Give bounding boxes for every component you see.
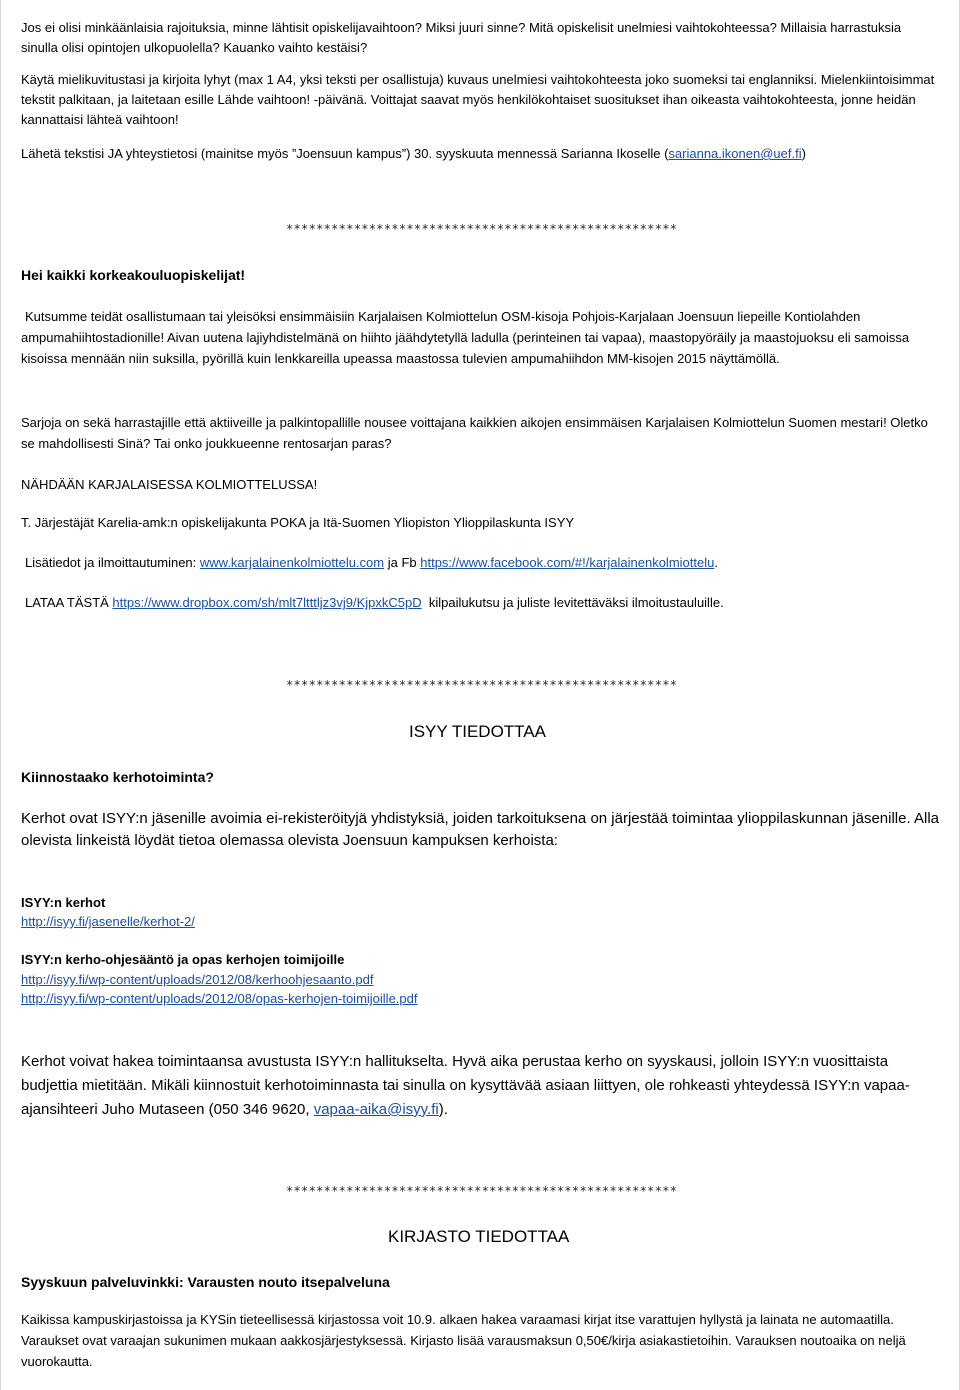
- isyy-rules-link[interactable]: http://isyy.fi/wp-content/uploads/2012/08/kerhoohjesaanto.pdf: [21, 972, 374, 987]
- exchange-instructions-text: Käytä mielikuvitustasi ja kirjoita lyhyt (max 1 A4, yksi teksti per osallistuja) kuvaus unelmiesi vaihtokohteesta joko suomeksi tai englanniksi. Mielenkiintoisimmat tekstit palkitaan, ja laitetaan esille Lähde vaihtoon! -päivänä. Voittajat saavat myös henkilökohtaiset suositukset ihan oikeasta vaihtokohteesta, jonne heidän kannattaisi lähteä vaihtoon!: [21, 72, 935, 127]
- isyy-subheading: Kiinnostaako kerhotoiminta?: [21, 769, 214, 785]
- isyy-funding-pre: Kerhot voivat hakea toimintaansa avustusta ISYY:n hallitukselta. Hyvä aika perustaa kerho on syyskausi, jolloin ISYY:n vuosittaista budjettia mietitään. Mikäli kiinnostuit kerhotoiminnasta tai sinulla on kysyttävää asiaan liittyen, ole rohkeasti yhteydessä ISYY:n vapaa-ajansihteeri Juho Mutaseen (050 346 9620,: [21, 1053, 910, 1118]
- library-heading: KIRJASTO TIEDOTTAA: [388, 1227, 570, 1246]
- exchange-submit-pre: Lähetä tekstisi JA yhteystietosi (mainitse myös ”Joensuun kampus”) 30. syyskuuta mennessä Sarianna Ikoselle (: [21, 146, 669, 161]
- isyy-intro: [21, 808, 941, 852]
- isyy-kerhot-title: ISYY:n kerhot: [21, 895, 106, 910]
- isyy-rules-title: ISYY:n kerho-ohjesääntö ja opas kerhojen toimijoille: [21, 952, 345, 967]
- isyy-funding-post: ).: [438, 1101, 448, 1118]
- triathlon-facebook-link[interactable]: https://www.facebook.com/#!/karjalainenkolmiottelu: [420, 555, 715, 570]
- isyy-kerhot-link[interactable]: http://isyy.fi/jasenelle/kerhot-2/: [21, 914, 195, 929]
- exchange-submit: [21, 144, 941, 164]
- exchange-instructions: [21, 70, 941, 130]
- triathlon-slogan: NÄHDÄÄN KARJALAISESSA KOLMIOTTELUSSA!: [21, 477, 318, 492]
- triathlon-info-post: .: [714, 555, 718, 570]
- triathlon-series-text: Sarjoja on sekä harrastajille että aktiiveille ja palkintopallille nousee voittajana kaikkien aikojen ensimmäisen Karjalaisen Kolmiottelun Suomen mestari! Oletko se mahdollisesti Sinä? Tai onko joukkueenne rentosarjan paras?: [21, 415, 928, 451]
- library-body-text: Kaikissa kampuskirjastoissa ja KYSin tieteellisessä kirjastossa voit 10.9. alkaen hakea varaamasi kirjat itse varattujen hyllystä ja lainata ne automaatilla. Varaukset ovat varaajan sukunimen mukaan aakkosjärjestyksessä. Kirjasto lisää varausmaksun 0,50€/kirja asiakastietoihin. Varauksen noutoaika on neljä vuorokautta.: [21, 1312, 906, 1369]
- triathlon-series: [21, 412, 941, 454]
- triathlon-info: [25, 552, 945, 573]
- exchange-intro: [21, 18, 941, 58]
- email-link-sarianna[interactable]: sarianna.ikonen@uef.fi: [668, 146, 802, 161]
- isyy-funding-text: [21, 1050, 941, 1122]
- library-subheading: Syyskuun palveluvinkki: Varausten nouto itsepalveluna: [21, 1274, 390, 1290]
- triathlon-organizers: T. Järjestäjät Karelia-amk:n opiskelijakunta POKA ja Itä-Suomen Yliopiston Ylioppilaskunta ISYY: [21, 515, 575, 530]
- isyy-rules-row-1: [21, 970, 941, 990]
- triathlon-download: [25, 592, 945, 613]
- triathlon-website-link[interactable]: www.karjalainenkolmiottelu.com: [199, 555, 385, 570]
- isyy-heading: ISYY TIEDOTTAA: [409, 722, 546, 741]
- triathlon-greeting: Hei kaikki korkeakouluopiskelijat!: [21, 267, 246, 283]
- library-body: [21, 1309, 941, 1372]
- exchange-submit-post: ): [801, 146, 806, 161]
- triathlon-invitation-text: Kutsumme teidät osallistumaan tai yleisöksi ensimmäisiin Karjalaisen Kolmiottelun OSM-kisoja Pohjois-Karjalaan Joensuun liepeille Kontiolahden ampumahiihtostadionille! Aivan uutena lajiyhdistelmänä on hiihto jäähdytetyllä ladulla (perinteinen tai vapaa), maastopyöräily ja maastojuoksu eli samoissa kisoissa mennään niin suksilla, pyörillä kuin lenkkareilla upeassa maastossa tulevien ampumahiihdon MM-kisojen 2015 näyttämöllä.: [21, 309, 910, 366]
- isyy-kerhot-row: [21, 912, 941, 932]
- triathlon-invitation: [21, 306, 941, 369]
- triathlon-info-mid: ja Fb: [384, 555, 421, 570]
- triathlon-info-pre: Lisätiedot ja ilmoittautuminen:: [25, 555, 200, 570]
- exchange-questions: Jos ei olisi minkäänlaisia rajoituksia, minne lähtisit opiskelijavaihtoon? Miksi juuri sinne? Mitä opiskelisit unelmiesi vaihtokohteessa? Millaisia harrastuksia sinulla olisi opintojen ulkopuolella? Kauanko vaihto kestäisi?: [21, 20, 902, 55]
- email-link-vapaa-aika[interactable]: vapaa-aika@isyy.fi: [313, 1101, 439, 1118]
- separator: ****************************************************: [286, 222, 678, 236]
- separator: ****************************************************: [286, 1184, 678, 1198]
- separator: ****************************************************: [286, 678, 678, 692]
- isyy-funding: [21, 1050, 941, 1122]
- triathlon-download-post: kilpailukutsu ja juliste levitettäväksi ilmoitustauluille.: [421, 595, 724, 610]
- triathlon-dropbox-link[interactable]: https://www.dropbox.com/sh/mlt7ltttljz3vj9/KjpxkC5pD: [112, 595, 422, 610]
- exchange-submit-text: [21, 144, 941, 164]
- isyy-intro-text: Kerhot ovat ISYY:n jäsenille avoimia ei-rekisteröityjä yhdistyksiä, joiden tarkoituksena on järjestää toimintaa ylioppilaskunnan jäsenille. Alla olevista linkeistä löydät tietoa olemassa olevista Joensuun kampuksen kerhoista:: [21, 810, 939, 849]
- triathlon-download-pre: LATAA TÄSTÄ: [25, 595, 113, 610]
- isyy-guide-link[interactable]: http://isyy.fi/wp-content/uploads/2012/08/opas-kerhojen-toimijoille.pdf: [21, 991, 418, 1006]
- isyy-rules-row-2: [21, 989, 941, 1009]
